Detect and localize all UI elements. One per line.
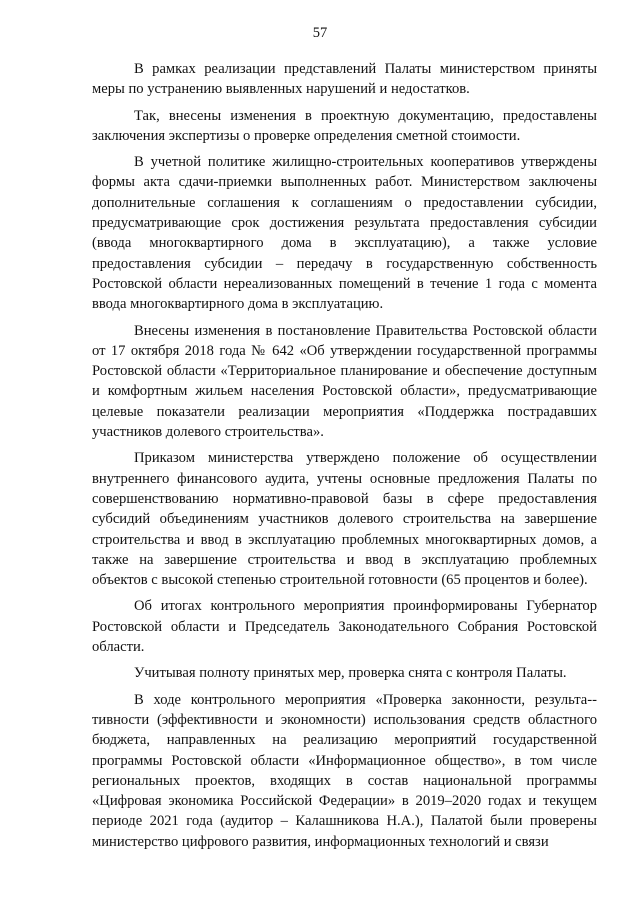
paragraph-project-documentation: Так, внесены изменения в проектную документацию, предоставлены заключения экспертизы о проверке определения сметной стоимости.	[92, 107, 597, 144]
paragraph-control-removed: Учитывая полноту принятых мер, проверка снята с контроля Палаты.	[134, 665, 567, 682]
document-body	[92, 59, 597, 858]
paragraph-control-event: В ходе контрольного мероприятия «Проверка законности, результа-тивности (эффективности и экономности) использования средств областного бюджета, направленных на реализацию мероприятий государственной программы Ростовской области «Информационное общество», в том числе региональных проектов, входящих в состав национальной программы «Цифровая экономика Российской Федерации» в 2019–2020 годах и текущем периоде 2021 года (аудитор – Калашникова Н.А.), Палатой были проверены министерство цифрового развития, информационных технологий и связи	[92, 691, 597, 850]
paragraph-ministry-order: Приказом министерства утверждено положение об осуществлении внутреннего финансового аудита, учтены основные предложения Палаты по совершенствованию нормативно-правовой базы в сфере предоставления субсидий объединениям участников долевого строительства на завершение строительства и ввод в эксплуатацию проблемных многоквартирных домов, а также на завершение строительства и ввод в эксплуатацию проблемных объектов с высокой степенью строительной готовности (65 процентов и более).	[92, 450, 597, 589]
paragraph-accounting-policy: В учетной политике жилищно-строительных кооперативов утверждены формы акта сдачи-приемки выполненных работ. Министерством заключены дополнительные соглашения к соглашениям о предоставлении субсидии, предусматривающие срок достижения результата предоставления субсидии (ввода многоквартирного дома в эксплуатацию), а также условие предоставления субсидии – передачу в государственную собственность Ростовской области нереализованных помещений в течение 1 года с момента ввода многоквартирного дома в эксплуатацию.	[92, 154, 597, 313]
paragraph-results-informed: Об итогах контрольного мероприятия проинформированы Губернатор Ростовской области и Председатель Законодательного Собрания Ростовской области.	[92, 598, 597, 656]
paragraph-measures-taken: В рамках реализации представлений Палаты министерством приняты меры по устранению выявленных нарушений и недостатков.	[92, 61, 597, 98]
page-number: 57	[312, 25, 328, 41]
paragraph-government-resolution: Внесены изменения в постановление Правительства Ростовской области от 17 октября 2018 года № 642 «Об утверждении государственной программы Ростовской области «Территориальное планирование и обеспечение доступным и комфортным жильем населения Ростовской области», предусматривающие целевые показатели реализации мероприятия «Поддержка пострадавших участников долевого строительства».	[92, 322, 597, 441]
